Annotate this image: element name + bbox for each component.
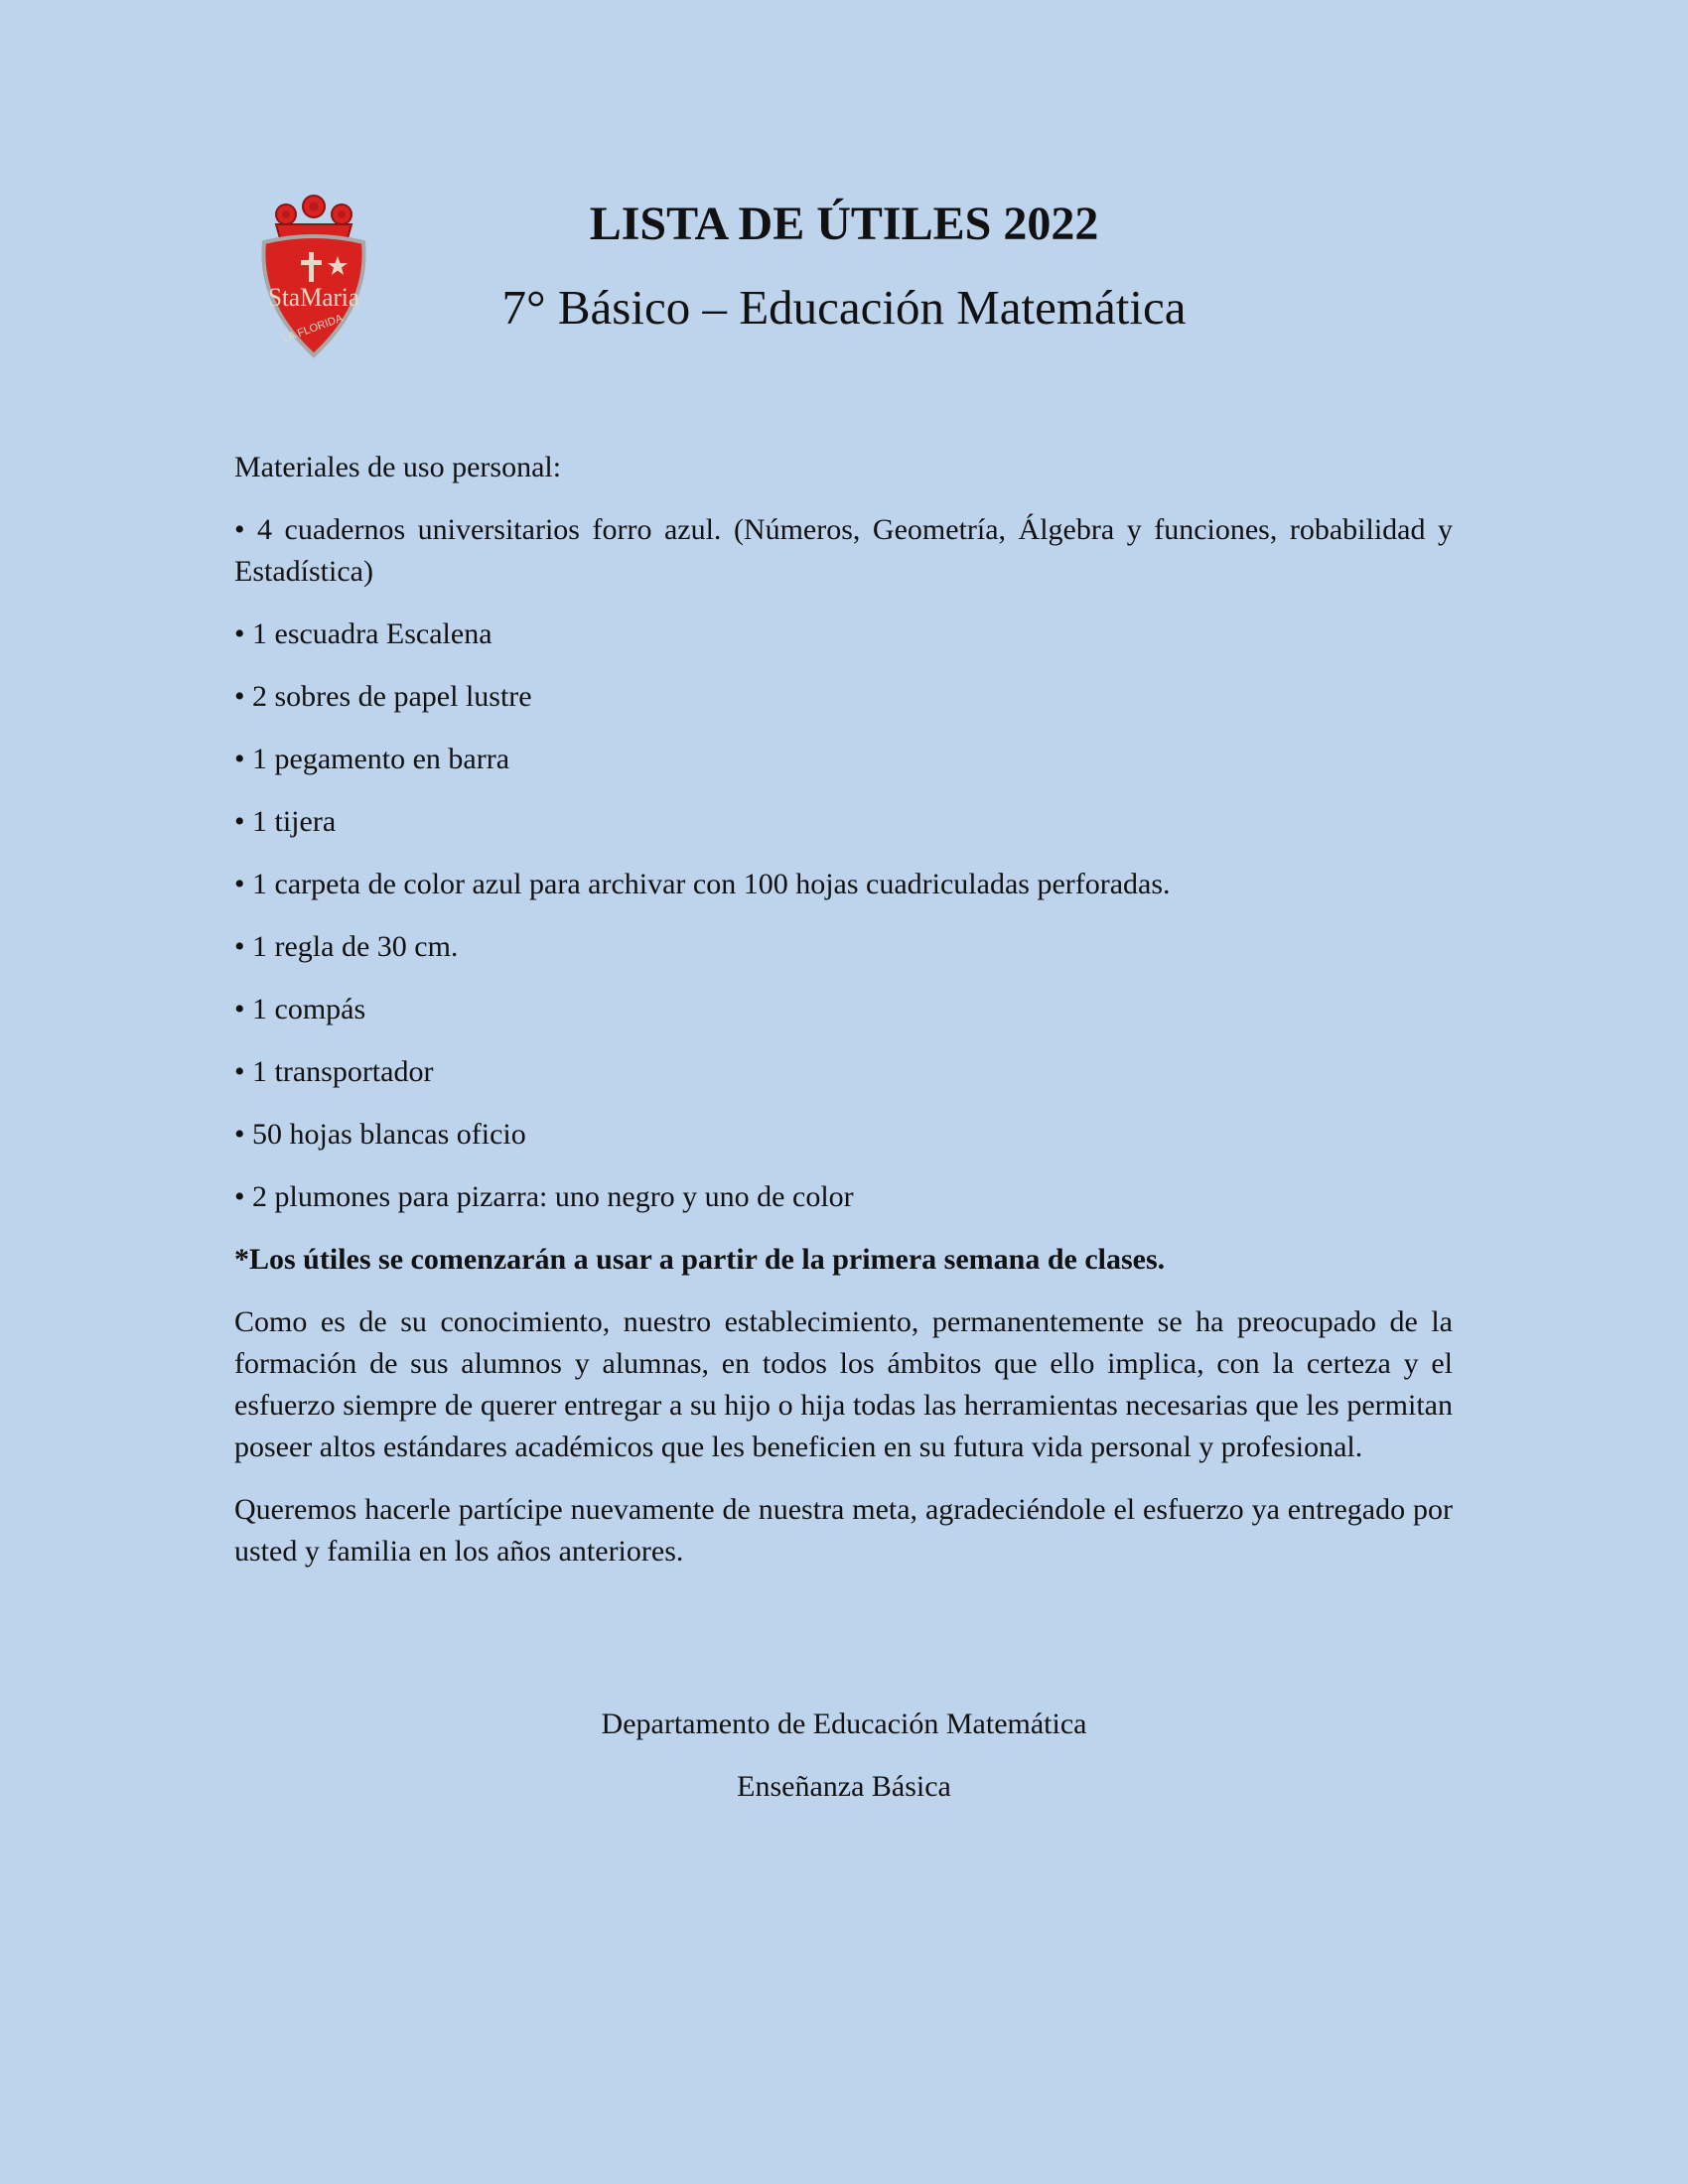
list-item: • 2 plumones para pizarra: uno negro y uno de color bbox=[234, 1180, 854, 1213]
body-paragraph: Queremos hacerle partícipe nuevamente de nuestra meta, agradeciéndole el esfuerzo ya entregado por usted y familia en los años anteriores. bbox=[234, 1493, 1453, 1568]
list-item: • 2 sobres de papel lustre bbox=[234, 680, 532, 713]
list-item: • 1 pegamento en barra bbox=[234, 743, 510, 775]
list-item: • 1 transportador bbox=[234, 1055, 434, 1088]
list-item: • 1 carpeta de color azul para archivar con 100 hojas cuadriculadas perforadas. bbox=[234, 868, 1171, 900]
list-item: • 1 tijera bbox=[234, 805, 337, 838]
section-label: Materiales de uso personal: bbox=[234, 451, 562, 483]
page-title: LISTA DE ÚTILES 2022 bbox=[589, 198, 1099, 250]
logo-main-text: StaMaria bbox=[268, 283, 360, 312]
supplies-list bbox=[234, 509, 1453, 1218]
list-item: • 1 escuadra Escalena bbox=[234, 617, 492, 650]
page-subtitle: 7° Básico – Educación Matemática bbox=[501, 280, 1187, 335]
list-item: • 1 regla de 30 cm. bbox=[234, 930, 459, 963]
education-level: Enseñanza Básica bbox=[737, 1770, 951, 1803]
body-paragraph: Como es de su conocimiento, nuestro establecimiento, permanentemente se ha preocupado de la formación de sus alumnos y alumnas, en todos los ámbitos que ello implica, con la certeza y el esfuerzo siempre de querer entregar a su hijo o hija todas las herramientas necesarias que les permitan poseer altos estándares académicos que les beneficien en su futura vida personal y profesional. bbox=[234, 1305, 1453, 1463]
logo-sub-text: LA FLORIDA bbox=[281, 312, 345, 345]
list-item: • 50 hojas blancas oficio bbox=[234, 1118, 526, 1151]
bold-note: *Los útiles se comenzarán a usar a partir de la primera semana de clases. bbox=[234, 1243, 1166, 1276]
document-body bbox=[234, 447, 1453, 1593]
list-item: • 1 compás bbox=[234, 993, 366, 1025]
department-name: Departamento de Educación Matemática bbox=[601, 1707, 1087, 1740]
list-item: • 4 cuadernos universitarios forro azul. (Números, Geometría, Álgebra y funciones, robabilidad y Estadística) bbox=[234, 513, 1453, 588]
signature-footer bbox=[0, 1704, 1688, 1829]
